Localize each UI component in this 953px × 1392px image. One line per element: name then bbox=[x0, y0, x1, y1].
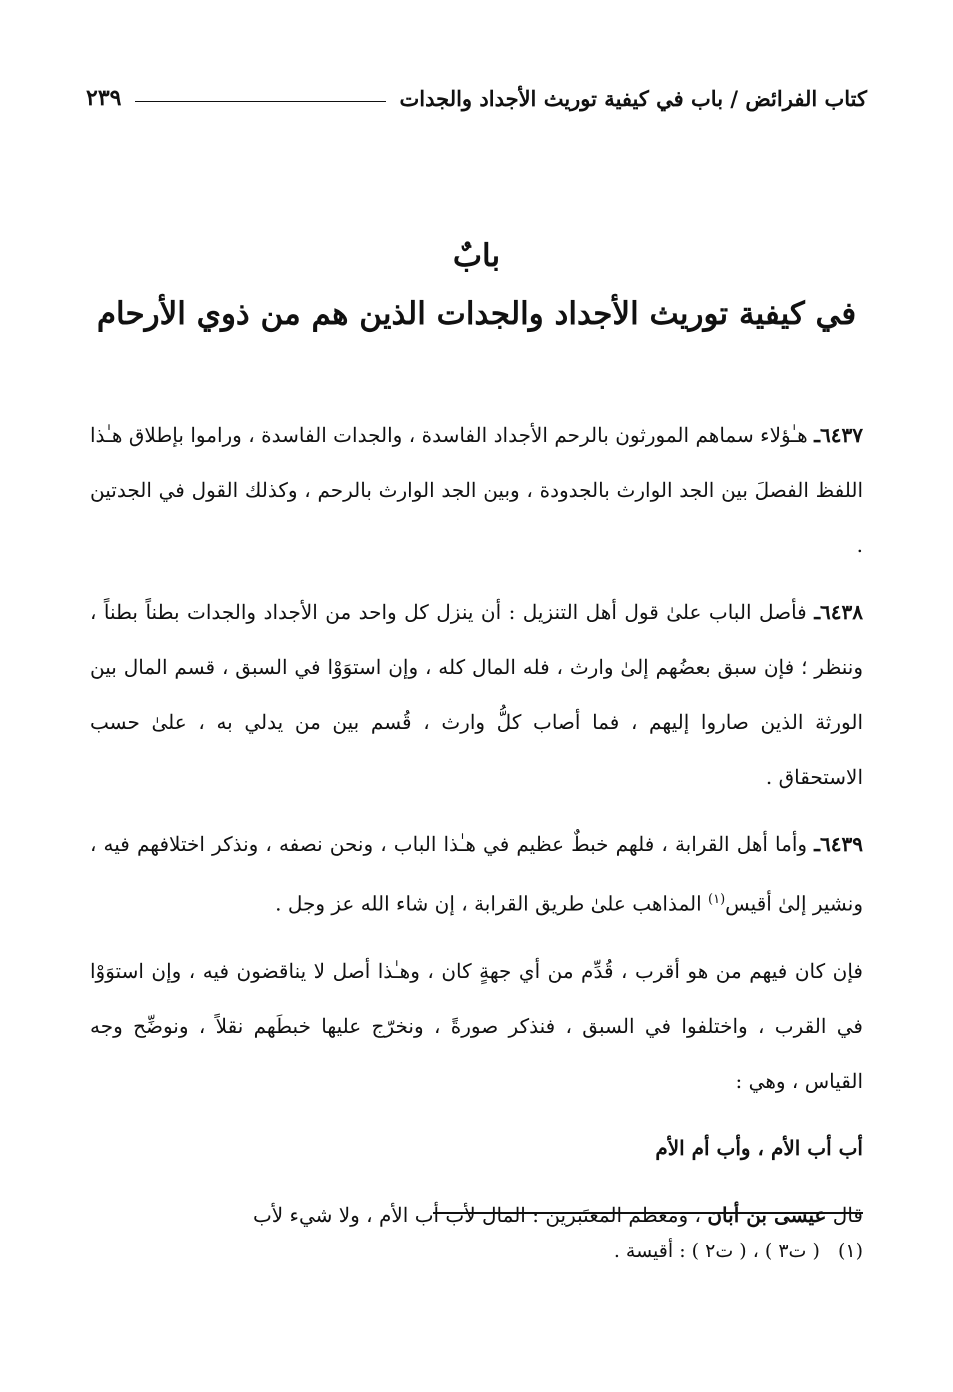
paragraph-text: فأصل الباب علىٰ قول أهل التنزيل : أن ينزل كل واحد من الأجداد والجدات بطناً بطناً ، وننظر ؛ فإن سبق بعضُهم إلىٰ وارث ، فله المال كله ، وإن استوَوْا في السبق ، قسم المال بين الورثة الذين صاروا إليهم ، فما أصاب كلُّ وارث ، قُسم بين من يدلي به ، علىٰ حسب الاستحقاق . bbox=[90, 600, 863, 789]
chapter-title: في كيفية توريث الأجداد والجدات الذين هم من ذوي الأرحام bbox=[96, 296, 857, 332]
paragraph-text: وأما أهل القرابة ، فلهم خبطٌ عظيم في هـٰذا الباب ، ونحن نصفه ، ونذكر اختلافهم فيه ، ونشير إلىٰ أقيس bbox=[90, 832, 863, 916]
running-header bbox=[86, 80, 867, 116]
paragraph-number: ٦٤٣٩ـ bbox=[814, 832, 863, 856]
footnote-reference[interactable]: (١) bbox=[708, 892, 726, 907]
case-subheading: أب أب الأم ، وأب أم الأم bbox=[655, 1135, 863, 1160]
paragraph-text-continued: المذاهب علىٰ طريق القرابة ، إن شاء الله عز وجل . bbox=[275, 891, 709, 916]
footnote-text: ( ت٣ ) ، ( ت٢ ) : أقيسة . bbox=[613, 1240, 820, 1262]
paragraph-6438 bbox=[90, 585, 863, 805]
paragraph-text: فإن كان فيهم من هو أقرب ، قُدِّم من أي جهةٍ كان ، وهـٰذا أصل لا يناقضون فيه ، وإن استوَوْا في القرب ، واختلفوا في السبق ، فنذكر صورةً ، ونخرّج عليها خبطَهم نقلاً ، ونوضِّح وجه القياس ، وهي : bbox=[90, 958, 863, 1093]
footnote-marker: (١) bbox=[837, 1240, 863, 1262]
scholar-name: عيسى بن أبان bbox=[707, 1202, 827, 1227]
paragraph-last bbox=[90, 1188, 863, 1243]
footnote-divider bbox=[433, 1212, 863, 1214]
body-text bbox=[90, 408, 863, 1255]
paragraph-6437 bbox=[90, 408, 863, 573]
chapter-label: بابٌ bbox=[452, 238, 501, 274]
paragraph-text-suffix: ، ومعظم المعتَبرين : المال لأب أب الأم ، ولا شيء لأب bbox=[252, 1202, 708, 1227]
running-header-title: كتاب الفرائض / باب في كيفية توريث الأجداد والجدات bbox=[399, 85, 867, 111]
paragraph-text-prefix: قال bbox=[826, 1202, 863, 1227]
header-rule bbox=[135, 101, 385, 102]
paragraph-number: ٦٤٣٧ـ bbox=[814, 423, 863, 447]
paragraph-text: هـٰؤلاء سماهم المورثون بالرحم الأجداد الفاسدة ، والجدات الفاسدة ، وراموا بإطلاق هـٰذا اللفظ الفصلَ بين الجد الوارث بالجدودة ، وبين الجد الوارث بالرحم ، وكذلك القول في الجدتين . bbox=[90, 423, 864, 557]
paragraph-6439 bbox=[90, 817, 863, 932]
paragraph-number: ٦٤٣٨ـ bbox=[814, 600, 864, 624]
paragraph-rule bbox=[90, 944, 863, 1109]
page-number: ٢٣٩ bbox=[86, 85, 122, 111]
footnote bbox=[90, 1240, 863, 1262]
